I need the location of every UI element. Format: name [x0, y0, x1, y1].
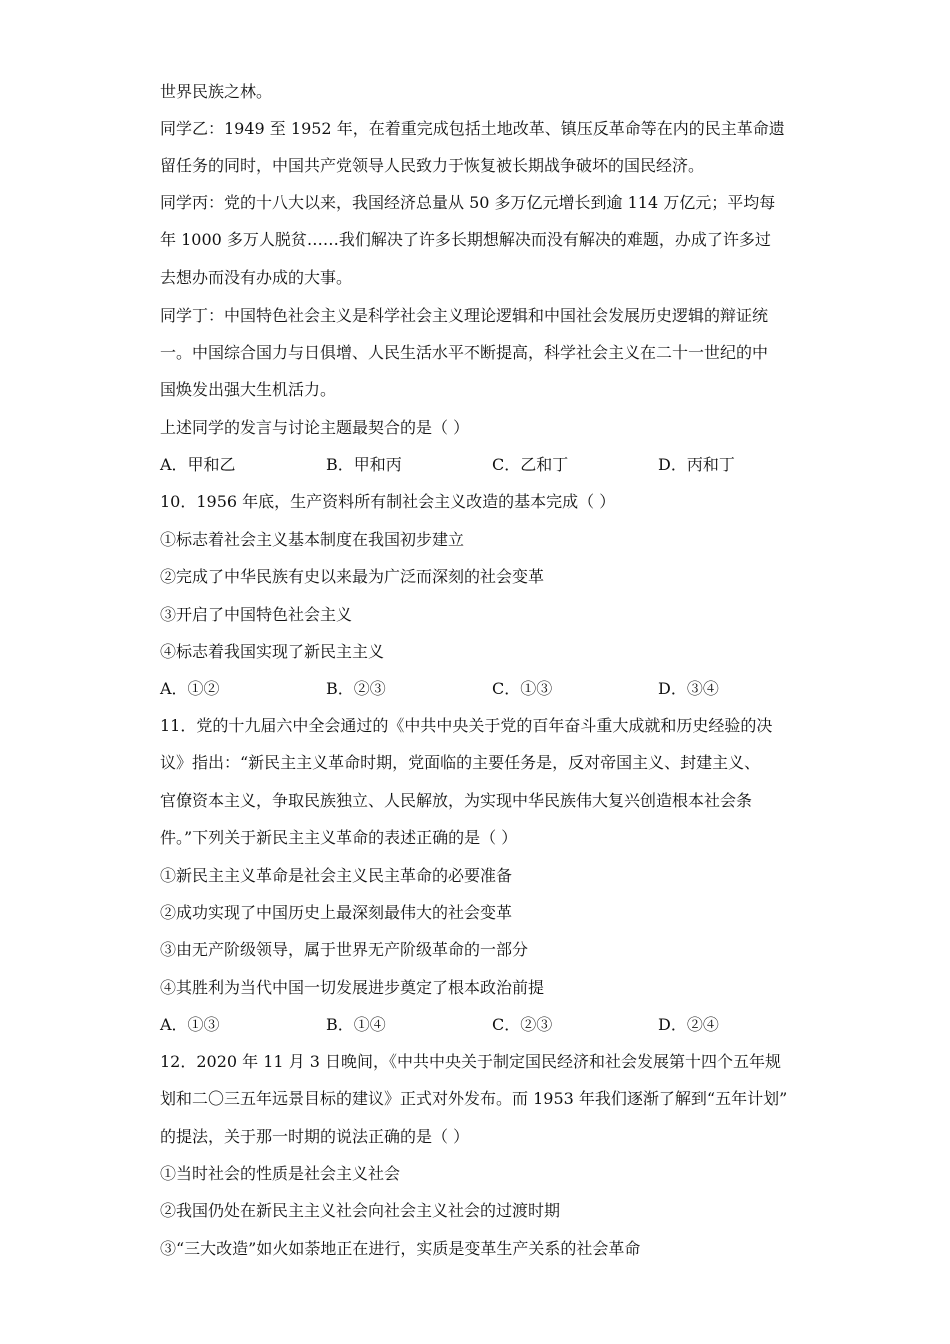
q10-stem: 10．1956 年底，生产资料所有制社会主义改造的基本完成（ ）	[160, 492, 616, 511]
intro-line: 国焕发出强大生机活力。	[160, 380, 337, 399]
q10-item: ②完成了中华民族有史以来最为广泛而深刻的社会变革	[160, 567, 545, 586]
q11-option-c[interactable]: C．②③	[492, 1015, 553, 1034]
q11-option-b[interactable]: B．①④	[326, 1015, 386, 1034]
q9-option-c[interactable]: C．乙和丁	[492, 455, 569, 474]
intro-line: 世界民族之林。	[160, 82, 273, 101]
q10-option-a[interactable]: A．①②	[160, 679, 220, 698]
q11-item: ②成功实现了中国历史上最深刻最伟大的社会变革	[160, 903, 513, 922]
q12-stem-line: 划和二〇三五年远景目标的建议》正式对外发布。而 1953 年我们逐渐了解到“五年计划”	[160, 1089, 788, 1108]
q11-option-d[interactable]: D．②④	[658, 1015, 719, 1034]
q10-option-b[interactable]: B．②③	[326, 679, 386, 698]
q10-item: ①标志着社会主义基本制度在我国初步建立	[160, 530, 465, 549]
q10-option-c[interactable]: C．①③	[492, 679, 553, 698]
q9-option-d[interactable]: D．丙和丁	[658, 455, 735, 474]
q11-stem-line: 议》指出：“新民主主义革命时期，党面临的主要任务是，反对帝国主义、封建主义、	[160, 753, 761, 772]
intro-line: 一。中国综合国力与日俱增、人民生活水平不断提高，科学社会主义在二十一世纪的中	[160, 343, 769, 362]
q12-item: ②我国仍处在新民主主义社会向社会主义社会的过渡时期	[160, 1201, 561, 1220]
q10-item: ④标志着我国实现了新民主主义	[160, 642, 385, 661]
intro-line: 同学丙：党的十八大以来，我国经济总量从 50 多万亿元增长到逾 114 万亿元；平均每	[160, 193, 776, 212]
q12-item: ③“三大改造”如火如荼地正在进行，实质是变革生产关系的社会革命	[160, 1239, 641, 1258]
intro-line: 留任务的同时，中国共产党领导人民致力于恢复被长期战争破坏的国民经济。	[160, 156, 705, 175]
q12-stem-line: 12．2020 年 11 月 3 日晚间，《中共中央关于制定国民经济和社会发展第十四个五年规	[160, 1052, 782, 1071]
intro-line: 年 1000 多万人脱贫……我们解决了许多长期想解决而没有解决的难题，办成了许多过	[160, 230, 771, 249]
q11-stem-line: 11．党的十九届六中全会通过的《中共中央关于党的百年奋斗重大成就和历史经验的决	[160, 716, 773, 735]
q12-item: ①当时社会的性质是社会主义社会	[160, 1164, 401, 1183]
q11-item: ①新民主主义革命是社会主义民主革命的必要准备	[160, 866, 513, 885]
q9-option-a[interactable]: A．甲和乙	[160, 455, 236, 474]
q11-item: ④其胜利为当代中国一切发展进步奠定了根本政治前提	[160, 978, 545, 997]
q11-item: ③由无产阶级领导，属于世界无产阶级革命的一部分	[160, 940, 529, 959]
q11-stem-line: 官僚资本主义，争取民族独立、人民解放，为实现中华民族伟大复兴创造根本社会条	[160, 791, 753, 810]
intro-line: 同学丁：中国特色社会主义是科学社会主义理论逻辑和中国社会发展历史逻辑的辩证统	[160, 306, 769, 325]
q11-option-a[interactable]: A．①③	[160, 1015, 220, 1034]
q9-question: 上述同学的发言与讨论主题最契合的是（ ）	[160, 418, 470, 437]
intro-line: 同学乙：1949 至 1952 年，在着重完成包括土地改革、镇压反革命等在内的民主革命遗	[160, 119, 785, 138]
q9-option-b[interactable]: B．甲和丙	[326, 455, 402, 474]
q12-stem-line: 的提法，关于那一时期的说法正确的是（ ）	[160, 1127, 470, 1146]
q11-stem-line: 件。”下列关于新民主主义革命的表述正确的是（ ）	[160, 828, 518, 847]
q10-option-d[interactable]: D．③④	[658, 679, 719, 698]
intro-line: 去想办而没有办成的大事。	[160, 268, 353, 287]
q10-item: ③开启了中国特色社会主义	[160, 605, 353, 624]
